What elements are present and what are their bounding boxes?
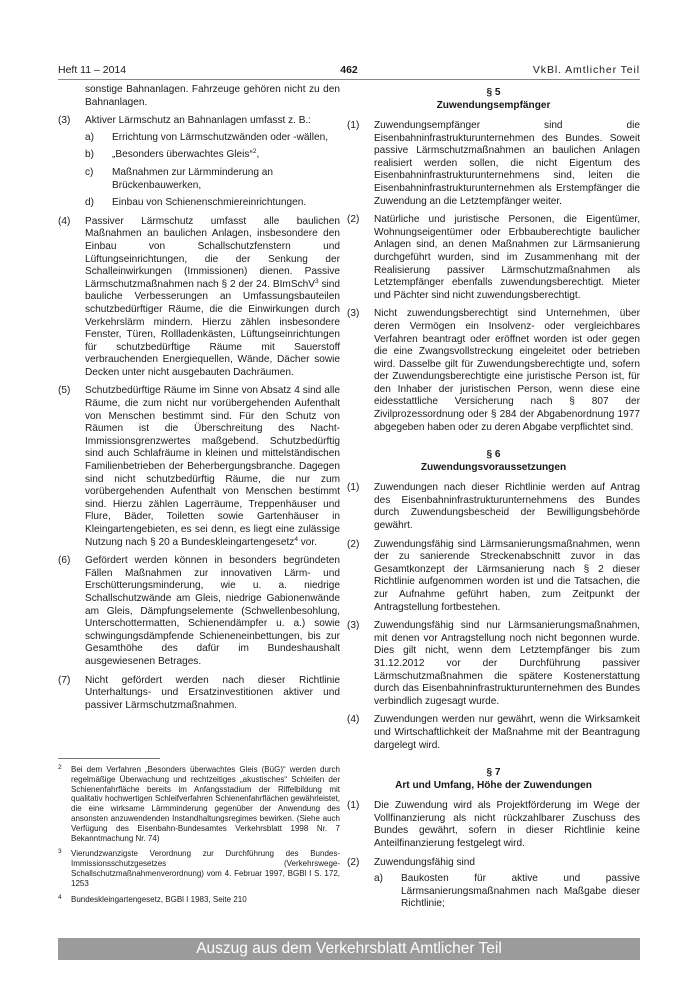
- list-text: Baukosten für aktive und passive Lärmsanierungsmaßnahmen nach Maßgabe dieser Richtlinie;: [401, 873, 640, 910]
- footnote-ref: 2: [252, 148, 257, 156]
- footnote: [58, 895, 340, 905]
- continuation-text: sonstige Bahnanlagen. Fahrzeuge gehören nicht zu den Bahnanlagen.: [85, 84, 340, 108]
- list-item: [85, 132, 340, 145]
- list-item: [85, 167, 340, 192]
- footnote-ref: 4: [294, 535, 298, 543]
- paragraph-text-cont: sind bauliche Verbesserungen an Umfassungsbauteilen schutzbedürftiger Räume, die die Einwirkungen durch Verkehrslärm mindern. Hierzu zählen insbesondere Fenster, Türen, Rollladenkästen, Lüftungseinrichtungen für schutzbedürftige Räume mit Sauerstoff verbrauchenden Energiequellen, Wände, Dächer sowie Decken unter nicht ausgebauten Dachräumen.: [85, 278, 340, 378]
- paragraph-number: (3): [58, 115, 71, 127]
- section-number: § 5: [486, 87, 501, 98]
- section-6-heading: [347, 448, 640, 474]
- paragraph-text: Natürliche und juristische Personen, die Eigentümer, Wohnungseigentümer oder Erbbauberechtigte baulicher Anlagen sind, an denen Maßnahmen zur Lärmsanierung durchgeführt wurden, sind im Zusammenhang mit der Realisierung passiver Lärmschutzmaßnahmen als Letztempfänger ebenfalls zuwendungsberechtigt. Mieter und Pächter sind nicht zuwendungsberechtigt.: [374, 214, 640, 301]
- footnote-ref: 3: [314, 277, 319, 285]
- section-6-para-3: [347, 620, 640, 708]
- paragraph-text: Schutzbedürftige Räume im Sinne von Absatz 4 sind alle Räume, die zum nicht nur vorübergehenden Aufenthalt von Menschen bestimmt sind. Für den Schutz von Räumen ist die Überschreitung des Nacht-Immissionsgrenzwertes maßgebend. Schutzbedürftig sind auch Schlafräume in kleinen und mittelständischen Familienbetrieben der Beherbergungsbranche. Dagegen sind nicht schutzbedürftig Räume, die nur zum vorübergehenden Aufenthalt von Menschen bestimmt sind. Hierzu zählen Lagerräume, Treppenhäuser und Flure, Bäder, Toiletten sowie Gartenhäuser in Kleingartengebieten, es sei denn, es liegt eine zulässige Nutzung nach § 20 a Bundeskleingartengesetz: [85, 385, 340, 548]
- list-letter: d): [85, 197, 94, 209]
- section-6-para-1: [347, 482, 640, 532]
- paragraph-text: Zuwendungsfähig sind Lärmsanierungsmaßnahmen, wenn der zu sanierende Streckenabschnitt zuvor in das Gesamtkonzept der Lärmsanierung nach § 2 dieser Richtlinie aufgenommen worden ist und die Tatsachen, die zur Aufnahme geführt haben, zum Zeitpunkt der Antragstellung fortbestehen.: [374, 538, 640, 613]
- page-number: 462: [340, 64, 358, 76]
- list-text: Errichtung von Lärmschutzwänden oder -wällen,: [112, 131, 329, 143]
- paragraph-number: (4): [347, 714, 360, 726]
- section-number: § 6: [486, 449, 501, 461]
- section-6-para-4: [347, 714, 640, 752]
- paragraph-3: [58, 115, 340, 128]
- publication-label: VkBl. Amtlicher Teil: [532, 64, 640, 76]
- header-divider: [58, 79, 640, 80]
- paragraph-text: Zuwendungsfähig sind: [374, 856, 476, 868]
- measure-list: [85, 132, 340, 210]
- paragraph-text: Die Zuwendung wird als Projektförderung im Wege der Vollfinanzierung als nicht rückzahlbarer Zuschuss des Bundes gewährt, sofern in dieser Richtlinie keine Anteilfinanzierung festgelegt wird.: [374, 800, 640, 849]
- section-title: Zuwendungsvoraussetzungen: [420, 462, 567, 474]
- footnote-divider: [58, 758, 160, 759]
- paragraph-number: (1): [347, 800, 360, 812]
- paragraph-text: Zuwendungsfähig sind nur Lärmsanierungsmaßnahmen, mit denen vor Antragstellung noch nicht begonnen wurde. Dies gilt nicht, wenn dem Letztempfänger bis zum 31.12.2012 vor der Durchführung passiver Lärmschutzmaßnahmen die spätere Kostenerstattung durch das Eisenbahninfrastrukturunternehmen des Bundes verbindlich zugesagt wurde.: [374, 620, 640, 707]
- issue-label: Heft 11 – 2014: [58, 64, 127, 76]
- paragraph-number: (4): [58, 215, 71, 227]
- section-7-heading: [347, 766, 640, 792]
- list-text: „Besonders überwachtes Gleis“: [112, 149, 253, 161]
- paragraph-text: Zuwendungen nach dieser Richtlinie werden auf Antrag des Eisenbahninfrastrukturunternehmens des Bundes durch Zuwendungsbescheid der Bewilligungsbehörde gewährt.: [374, 482, 640, 532]
- footnote-text: Vierundzwanzigste Verordnung zur Durchführung des Bundes-Immissionsschutzgesetzes (Verkehrswege- Schallschutzmaßnahmenverordnung) vom 4. Februar 1997, BGBl I S. 172, 1253: [71, 849, 340, 888]
- section-5-para-3: [347, 308, 640, 434]
- paragraph-text: Gefördert werden können in besonders begründeten Fällen Maßnahmen zur innovativen Lärm- und Erschütterungsminderung, wie u. a. niedrige Schallschutzwände am Gleis, niedrige Gabionenwände am Gleis, Dämpfungselemente (Schwellenbesohlung, Unterschottermatten, Schienendämpfer u. a.) sowie schwingungsdämpfende Schieneneinbettungen, bis zur Gesamthöhe des dafür im Bundeshaushalt ausgewiesenen Betrages.: [85, 555, 340, 667]
- paragraph-text: Nicht zuwendungsberechtigt sind Unternehmen, über deren Vermögen ein Insolvenz- oder vergleichbares Verfahren beantragt oder eröffnet worden ist oder gegen die eine Zwangsvollstreckung eingeleitet oder betrieben wird. Dasselbe gilt für Zuwendungsberechtigte und, sofern der Zuwendungsberechtigte eine juristische Person ist, für den Inhaber der juristischen Person, wenn diese eine eidesstattliche Versicherung nach § 807 der Zivilprozessordnung oder § 284 der Abgabenordnung 1977 abgegeben haben oder zu deren Abgabe verpflichtet sind.: [374, 308, 640, 433]
- footer-banner: Auszug aus dem Verkehrsblatt Amtlicher Teil: [58, 938, 640, 960]
- paragraph-text: Zuwendungsempfänger sind die Eisenbahninfrastrukturunternehmen des Bundes. Soweit passive Lärmschutzmaßnahmen an baulichen Anlagen realisiert werden sollen, die nicht Eigentum des Eisenbahninfrastrukturunternehmens sind, leiten die Eisenbahninfrastrukturunternehmen als Erstempfänger die Zuwendung an die Letztempfänger weiter.: [374, 120, 640, 207]
- paragraph-7: [58, 675, 340, 713]
- paragraph-number: (2): [347, 214, 360, 226]
- list-text: Einbau von Schienenschmiereinrichtungen.: [112, 197, 307, 209]
- paragraph-text: Zuwendungen werden nur gewährt, wenn die Wirksamkeit und Wirtschaftlichkeit der Maßnahme mit der Beantragung dargelegt wird.: [374, 714, 640, 751]
- paragraph-number: (5): [58, 385, 71, 397]
- section-5-para-2: [347, 214, 640, 302]
- paragraph-number: (1): [347, 482, 360, 494]
- list-text-suffix: ,: [256, 149, 260, 161]
- page-header: [58, 62, 640, 78]
- paragraph-number: (7): [58, 674, 71, 686]
- footnote-number: 3: [58, 848, 62, 856]
- paragraph-number: (6): [58, 555, 71, 567]
- section-5-para-1: [347, 120, 640, 208]
- list-letter: a): [374, 873, 383, 885]
- footnote-text: Bei dem Verfahren „Besonders überwachtes Gleis (BüG)“ werden durch regelmäßige Überwachung und rechtzeitiges „akustisches“ Schleifen der Schienenfahrfläche bereits im Anfangsstadium der Riffelbildung mit qualitativ hochwertigen Schleifverfahren Schienenfahrflächen gewährleistet, die eine wirksame Lärmminderung gegenüber der Anwendung des ansonsten anzuwendenden Instandhaltungsregimes bewirken. (Siehe auch Verfügung des Eisenbahn-Bundesamtes Verkehrsblatt 1998 Nr. 7 Bekanntmachung Nr. 74): [71, 765, 340, 843]
- eligible-costs-list: [374, 873, 640, 911]
- list-letter: a): [85, 131, 94, 143]
- paragraph-number: (2): [347, 538, 360, 550]
- paragraph-4: [58, 216, 340, 380]
- paragraph-number: (3): [347, 308, 360, 320]
- paragraph-5: [58, 385, 340, 549]
- section-title: Art und Umfang, Höhe der Zuwendungen: [395, 780, 592, 792]
- list-letter: b): [85, 149, 94, 161]
- section-5-heading: [347, 86, 640, 112]
- list-letter: c): [85, 166, 94, 178]
- section-number: § 7: [486, 767, 501, 779]
- footnote-number: 2: [58, 764, 62, 771]
- paragraph-number: (1): [347, 120, 360, 131]
- footnote: [58, 849, 340, 888]
- list-text: Maßnahmen zur Lärmminderung an Brückenbauwerken,: [112, 166, 274, 191]
- paragraph-text-cont: vor.: [297, 536, 318, 548]
- paragraph-number: (3): [347, 620, 360, 632]
- footnote: [58, 765, 340, 843]
- footnotes: [58, 758, 340, 910]
- paragraph-6: [58, 555, 340, 668]
- paragraph-text: Aktiver Lärmschutz an Bahnanlagen umfasst z. B.:: [85, 115, 312, 127]
- list-item: [85, 149, 340, 162]
- section-7-para-1: [347, 800, 640, 850]
- footnote-number: 4: [58, 893, 62, 901]
- list-item: [374, 873, 640, 911]
- section-7-para-2: [347, 857, 640, 870]
- paragraph-number: (2): [347, 856, 360, 868]
- list-item: [85, 197, 340, 210]
- paragraph-text: Nicht gefördert werden nach dieser Richtlinie Unterhaltungs- und Ersatzinvestitionen aktiver und passiver Lärmschutzmaßnahmen.: [85, 674, 340, 711]
- right-column: [347, 84, 640, 917]
- section-6-para-2: [347, 539, 640, 615]
- left-column: [58, 84, 340, 718]
- footnote-text: Bundeskleingartengesetz, BGBl I 1983, Seite 210: [71, 894, 247, 904]
- paragraph-text: Passiver Lärmschutz umfasst alle baulichen Maßnahmen an baulichen Anlagen, insbesondere den Einbau von Schallschutzfenstern und Lüftungseinrichtungen, die der Senkung der Schalleinwirkungen (Immissionen) dienen. Passive Lärmschutzmaßnahmen nach § 2 der 24. BImSchV: [85, 215, 340, 290]
- section-title: Zuwendungsempfänger: [436, 100, 551, 111]
